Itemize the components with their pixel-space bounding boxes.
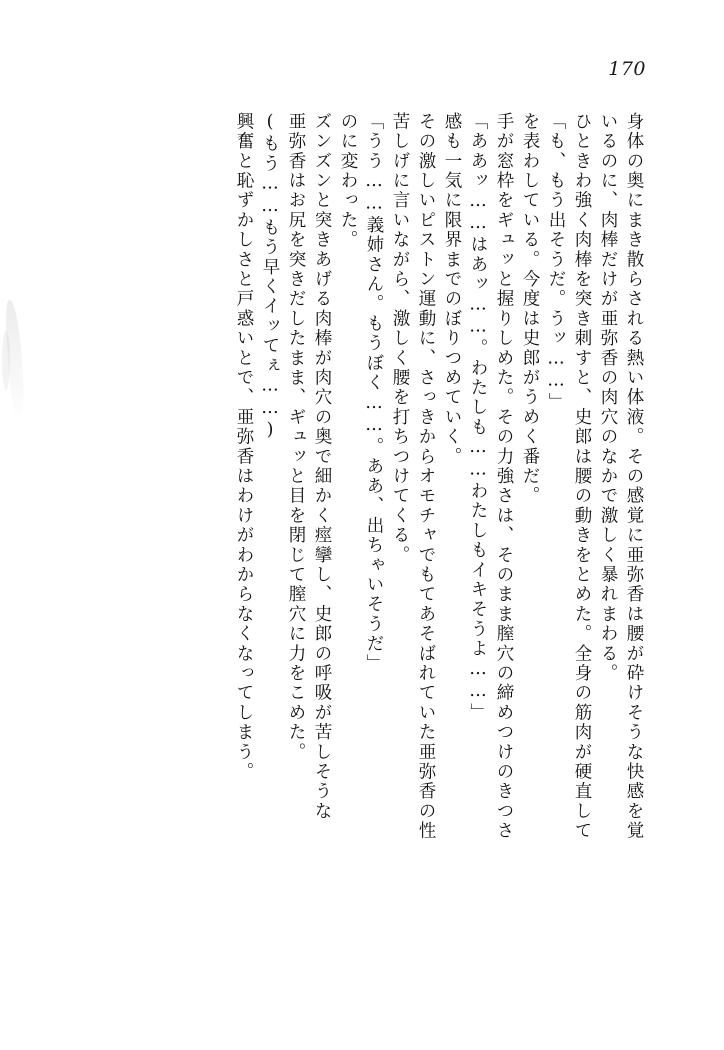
text-column: 手が窓枠をギュッと握りしめた。その力強さは、そのまま膣穴の締めつけのきつさ — [494, 112, 514, 841]
text-column: ズンズンと突きあげる肉棒が肉穴の奥で細かく痙攣し、史郎の呼吸が苦しそうな — [312, 112, 332, 822]
text-column: その激しいピストン運動に、さっきからオモチャでもてあそばれていた亜弥香の性 — [416, 112, 436, 841]
text-column: 興奮と恥ずかしさと戸惑いとで、亜弥香はわけがわからなくなってしまう。 — [234, 112, 254, 782]
text-column: 「ああッ……はあッ……。わたしも……わたしもイキそうよ……」 — [468, 112, 488, 723]
text-column: 苦しげに言いながら、激しく腰を打ちつけてくる。 — [390, 112, 410, 566]
vertical-text-block — [82, 112, 642, 962]
text-column: いるのに、肉棒だけが亜弥香の肉穴のなかで激しく暴れまわる。 — [598, 112, 618, 684]
text-column: (もう……もう早くイッてぇ……) — [260, 112, 280, 443]
text-column: 亜弥香はお尻を突きだしたまま、ギュッと目を閉じて膣穴に力をこめた。 — [286, 112, 306, 763]
text-column: 身体の奥にまき散らされる熱い体液。その感覚に亜弥香は腰が砕けそうな快感を覚 — [624, 112, 644, 841]
text-column: 「も、もう出そうだ。うッ……」 — [546, 112, 566, 413]
text-column: のに変わった。 — [338, 112, 358, 250]
text-column: 「うう……義姉さん。もうぼく……。ああ、出ちゃいそうだ」 — [364, 112, 384, 674]
text-column: ひときわ強く肉棒を突き刺すと、史郎は腰の動きをとめた。全身の筋肉が硬直して — [572, 112, 592, 841]
scan-artifact-secondary — [2, 330, 10, 390]
page-number: 170 — [608, 58, 646, 80]
text-column: 感も一気に限界までのぼりつめていく。 — [442, 112, 462, 467]
text-column: を表わしている。今度は史郎がうめく番だ。 — [520, 112, 540, 506]
